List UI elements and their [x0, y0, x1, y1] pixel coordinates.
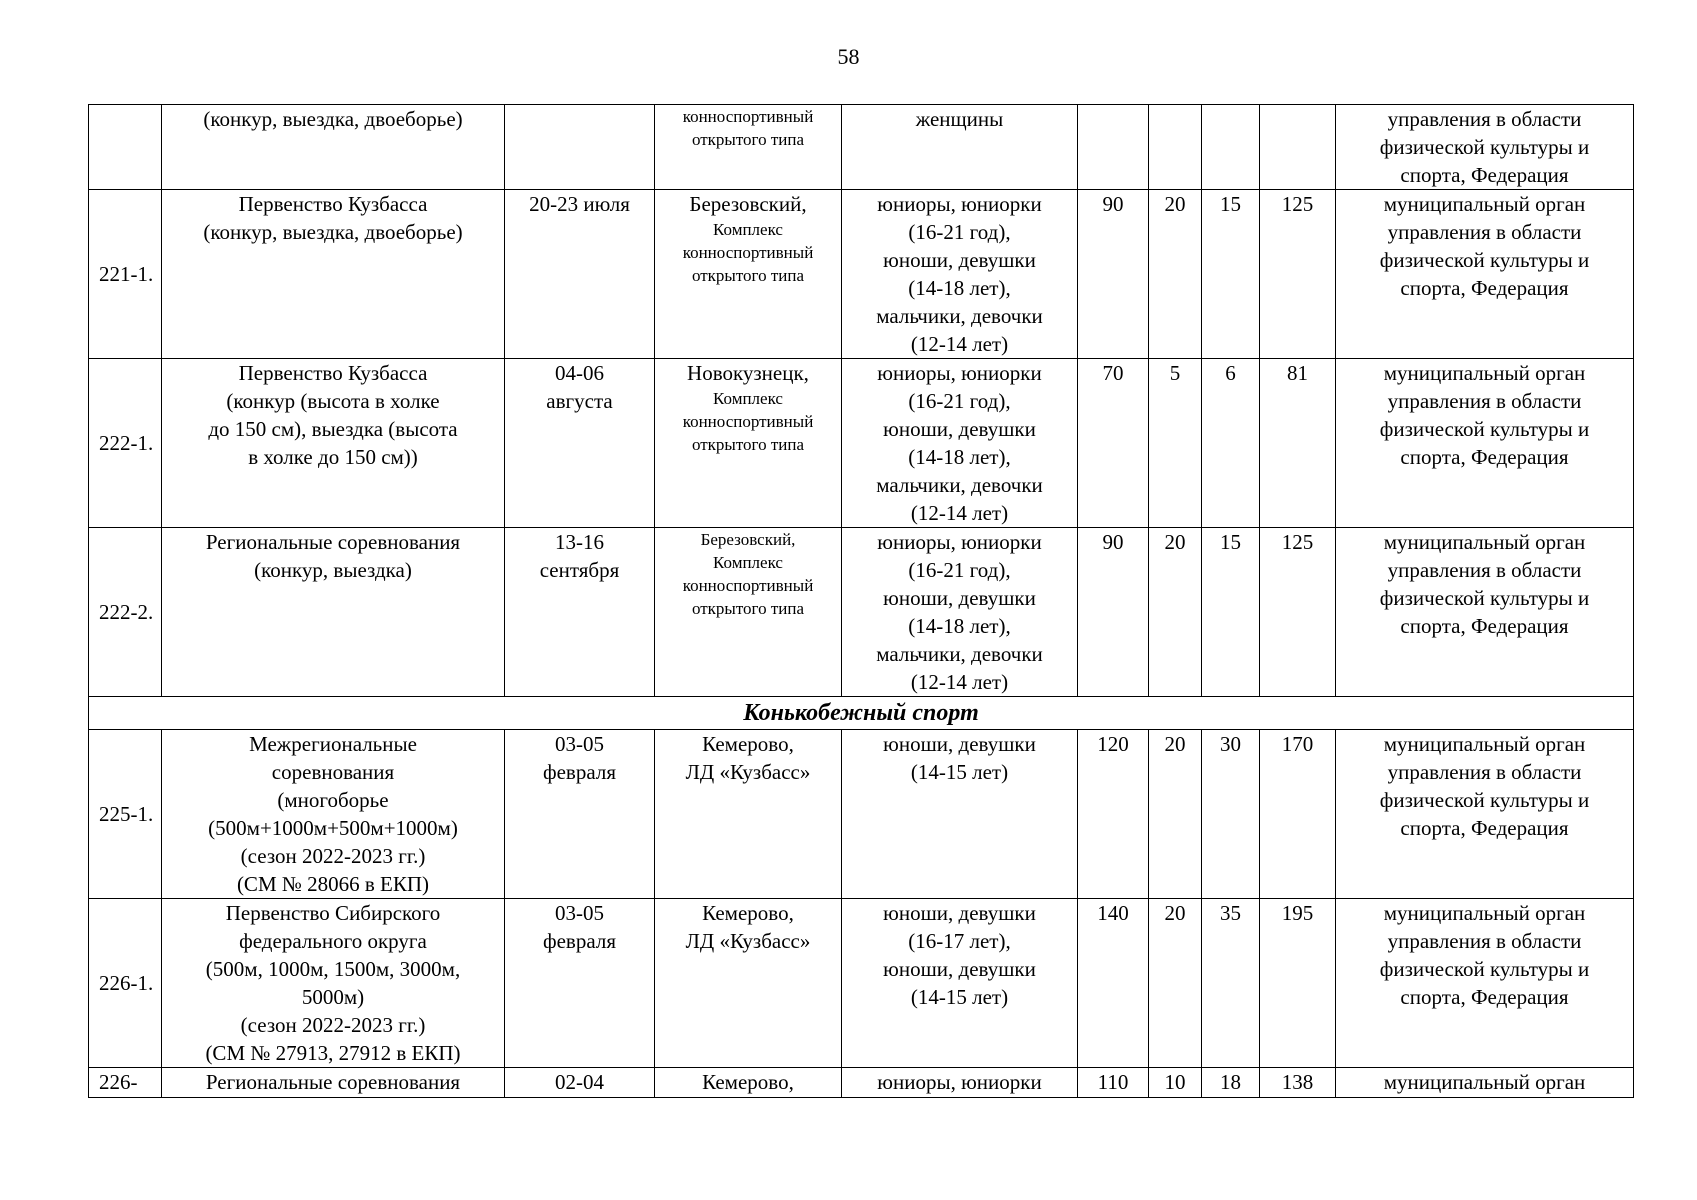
table-row: [89, 1068, 1634, 1098]
event-organizer: [1336, 105, 1634, 190]
venue-detail: Комплекс конноспортивный открытого типа: [682, 389, 814, 454]
event-dates-text: 20-23 июля: [529, 192, 630, 216]
event-organizer-text: муниципальный орган управления в области физической культуры и спорта, Федерация: [1379, 192, 1590, 300]
count-col-1: [1078, 528, 1149, 697]
count-col-1: [1078, 1068, 1149, 1098]
count-col-3-text: 35: [1220, 901, 1241, 925]
event-name: [162, 1068, 505, 1098]
event-venue: [655, 1068, 842, 1098]
event-participants: [842, 899, 1078, 1068]
count-col-3: [1202, 1068, 1260, 1098]
page-number: 58: [837, 44, 860, 69]
event-name-text: (конкур, выездка, двоеборье): [203, 107, 463, 131]
venue-city: Березовский,: [689, 192, 807, 216]
count-col-2-text: 10: [1164, 1070, 1186, 1094]
venue-detail: Комплекс конноспортивный открытого типа: [682, 220, 814, 285]
event-organizer-text: управления в области физической культуры и спорта, Федерация: [1379, 107, 1590, 187]
count-col-3: [1202, 105, 1260, 190]
count-col-2-text: 20: [1164, 732, 1186, 756]
count-col-3-text: 30: [1220, 732, 1241, 756]
count-total-text: 81: [1287, 361, 1308, 385]
event-participants-text: юниоры, юниорки (16-21 год), юноши, девушки (14-18 лет), мальчики, девочки (12-14 лет): [876, 361, 1043, 525]
event-participants-text: юноши, девушки (14-15 лет): [883, 732, 1036, 784]
section-title: Конькобежный спорт: [89, 697, 1634, 730]
count-total: [1260, 105, 1336, 190]
event-participants: [842, 190, 1078, 359]
event-name: [162, 105, 505, 190]
event-dates-text: 03-05 февраля: [543, 732, 616, 784]
section-row: [89, 697, 1634, 730]
event-name-text: Межрегиональные соревнования (многоборье (500м+1000м+500м+1000м) (сезон 2022-2023 гг.) (СМ № 28066 в ЕКП): [208, 732, 458, 896]
event-participants-text: женщины: [915, 107, 1004, 131]
event-organizer-text: муниципальный орган: [1383, 1070, 1586, 1094]
event-organizer: [1336, 359, 1634, 528]
count-col-2: [1149, 899, 1202, 1068]
count-col-1-text: 90: [1102, 530, 1124, 554]
count-col-2: [1149, 528, 1202, 697]
count-col-3: [1202, 528, 1260, 697]
event-number: [89, 105, 162, 190]
event-number-text: 226-1.: [99, 971, 154, 995]
count-col-1-text: 120: [1097, 732, 1129, 756]
table-row: [89, 899, 1634, 1068]
count-col-3-text: 6: [1225, 361, 1236, 385]
event-dates: [505, 190, 655, 359]
event-organizer: [1336, 528, 1634, 697]
count-col-2-text: 20: [1164, 901, 1186, 925]
count-col-3-text: 15: [1220, 530, 1241, 554]
count-col-3: [1202, 899, 1260, 1068]
event-number: [89, 359, 162, 528]
event-name: [162, 359, 505, 528]
count-col-2-text: 5: [1169, 361, 1181, 385]
event-name: [162, 528, 505, 697]
count-col-1: [1078, 730, 1149, 899]
count-col-3-text: 15: [1220, 192, 1241, 216]
event-number: [89, 899, 162, 1068]
event-dates-text: 02-04: [555, 1070, 604, 1094]
event-name-text: Региональные соревнования: [205, 1070, 461, 1094]
event-participants-text: юноши, девушки (16-17 лет), юноши, девушки (14-15 лет): [883, 901, 1036, 1009]
count-col-3-text: 18: [1220, 1070, 1241, 1094]
event-organizer: [1336, 1068, 1634, 1098]
count-col-1-text: 70: [1102, 361, 1124, 385]
event-dates-text: 13-16 сентября: [539, 530, 620, 582]
event-number-text: 222-1.: [99, 431, 154, 455]
event-dates: [505, 730, 655, 899]
count-col-1: [1078, 899, 1149, 1068]
count-col-1: [1078, 359, 1149, 528]
event-venue: [655, 730, 842, 899]
count-col-3: [1202, 359, 1260, 528]
count-col-1-text: 110: [1097, 1070, 1129, 1094]
table-row: [89, 190, 1634, 359]
event-participants-text: юниоры, юниорки (16-21 год), юноши, девушки (14-18 лет), мальчики, девочки (12-14 лет): [876, 530, 1043, 694]
event-dates-text: 04-06 августа: [546, 361, 613, 413]
event-organizer-text: муниципальный орган управления в области физической культуры и спорта, Федерация: [1379, 361, 1590, 469]
count-total: [1260, 899, 1336, 1068]
event-dates: [505, 899, 655, 1068]
event-organizer-text: муниципальный орган управления в области физической культуры и спорта, Федерация: [1379, 901, 1590, 1009]
venue-city: Кемерово,: [702, 1070, 794, 1094]
event-number: [89, 1068, 162, 1098]
table-body: [89, 105, 1634, 1098]
event-name: [162, 730, 505, 899]
event-participants: [842, 105, 1078, 190]
table-row: [89, 359, 1634, 528]
count-col-3: [1202, 730, 1260, 899]
event-name-text: Первенство Кузбасса (конкур (высота в холке до 150 см), выездка (высота в холке до 150 см)): [208, 361, 458, 469]
event-number-text: 222-2.: [99, 600, 154, 624]
count-total: [1260, 730, 1336, 899]
events-table: [88, 104, 1634, 1098]
event-name-text: Региональные соревнования (конкур, выездка): [205, 530, 461, 582]
event-name: [162, 190, 505, 359]
venue-detail: конноспортивный открытого типа: [682, 107, 814, 149]
venue-city: Кемерово, ЛД «Кузбасс»: [685, 732, 811, 784]
table-row: [89, 730, 1634, 899]
event-participants: [842, 1068, 1078, 1098]
event-number-text: 225-1.: [99, 802, 154, 826]
count-total: [1260, 359, 1336, 528]
event-venue: [655, 899, 842, 1068]
table-row: [89, 528, 1634, 697]
event-number: [89, 730, 162, 899]
count-col-2-text: 20: [1164, 530, 1186, 554]
count-col-2: [1149, 359, 1202, 528]
event-dates-text: 03-05 февраля: [543, 901, 616, 953]
count-col-2: [1149, 1068, 1202, 1098]
count-total: [1260, 1068, 1336, 1098]
event-name: [162, 899, 505, 1068]
venue-city: Новокузнецк,: [687, 361, 809, 385]
count-total-text: 125: [1281, 192, 1314, 216]
event-participants: [842, 528, 1078, 697]
count-col-1: [1078, 105, 1149, 190]
count-total-text: 170: [1281, 732, 1314, 756]
count-col-2: [1149, 190, 1202, 359]
event-name-text: Первенство Сибирского федерального округа (500м, 1000м, 1500м, 3000м, 5000м) (сезон 2022-2023 гг.) (СМ № 27913, 27912 в ЕКП): [205, 901, 461, 1065]
event-number: [89, 190, 162, 359]
count-col-2: [1149, 730, 1202, 899]
count-total: [1260, 190, 1336, 359]
event-number: [89, 528, 162, 697]
event-number-text: 226-: [99, 1070, 138, 1094]
count-col-1-text: 90: [1102, 192, 1124, 216]
table-row: [89, 105, 1634, 190]
venue-city: Кемерово, ЛД «Кузбасс»: [685, 901, 811, 953]
count-total: [1260, 528, 1336, 697]
event-participants-text: юниоры, юниорки: [877, 1070, 1042, 1094]
event-organizer: [1336, 899, 1634, 1068]
count-col-3: [1202, 190, 1260, 359]
count-total-text: 125: [1281, 530, 1314, 554]
event-number-text: 221-1.: [99, 262, 154, 286]
event-dates: [505, 528, 655, 697]
event-organizer-text: муниципальный орган управления в области физической культуры и спорта, Федерация: [1379, 530, 1590, 638]
count-col-2-text: 20: [1164, 192, 1186, 216]
count-col-2: [1149, 105, 1202, 190]
event-dates: [505, 359, 655, 528]
event-venue: [655, 528, 842, 697]
event-participants: [842, 359, 1078, 528]
event-venue: [655, 359, 842, 528]
event-participants-text: юниоры, юниорки (16-21 год), юноши, девушки (14-18 лет), мальчики, девочки (12-14 лет): [876, 192, 1043, 356]
count-total-text: 195: [1281, 901, 1314, 925]
venue-detail: Березовский, Комплекс конноспортивный открытого типа: [682, 530, 814, 618]
event-participants: [842, 730, 1078, 899]
event-dates: [505, 105, 655, 190]
count-col-1-text: 140: [1097, 901, 1129, 925]
event-organizer: [1336, 190, 1634, 359]
event-dates: [505, 1068, 655, 1098]
event-venue: [655, 105, 842, 190]
event-organizer-text: муниципальный орган управления в области физической культуры и спорта, Федерация: [1379, 732, 1590, 840]
event-venue: [655, 190, 842, 359]
count-col-1: [1078, 190, 1149, 359]
count-total-text: 138: [1281, 1070, 1314, 1094]
event-organizer: [1336, 730, 1634, 899]
event-name-text: Первенство Кузбасса (конкур, выездка, двоеборье): [203, 192, 463, 244]
